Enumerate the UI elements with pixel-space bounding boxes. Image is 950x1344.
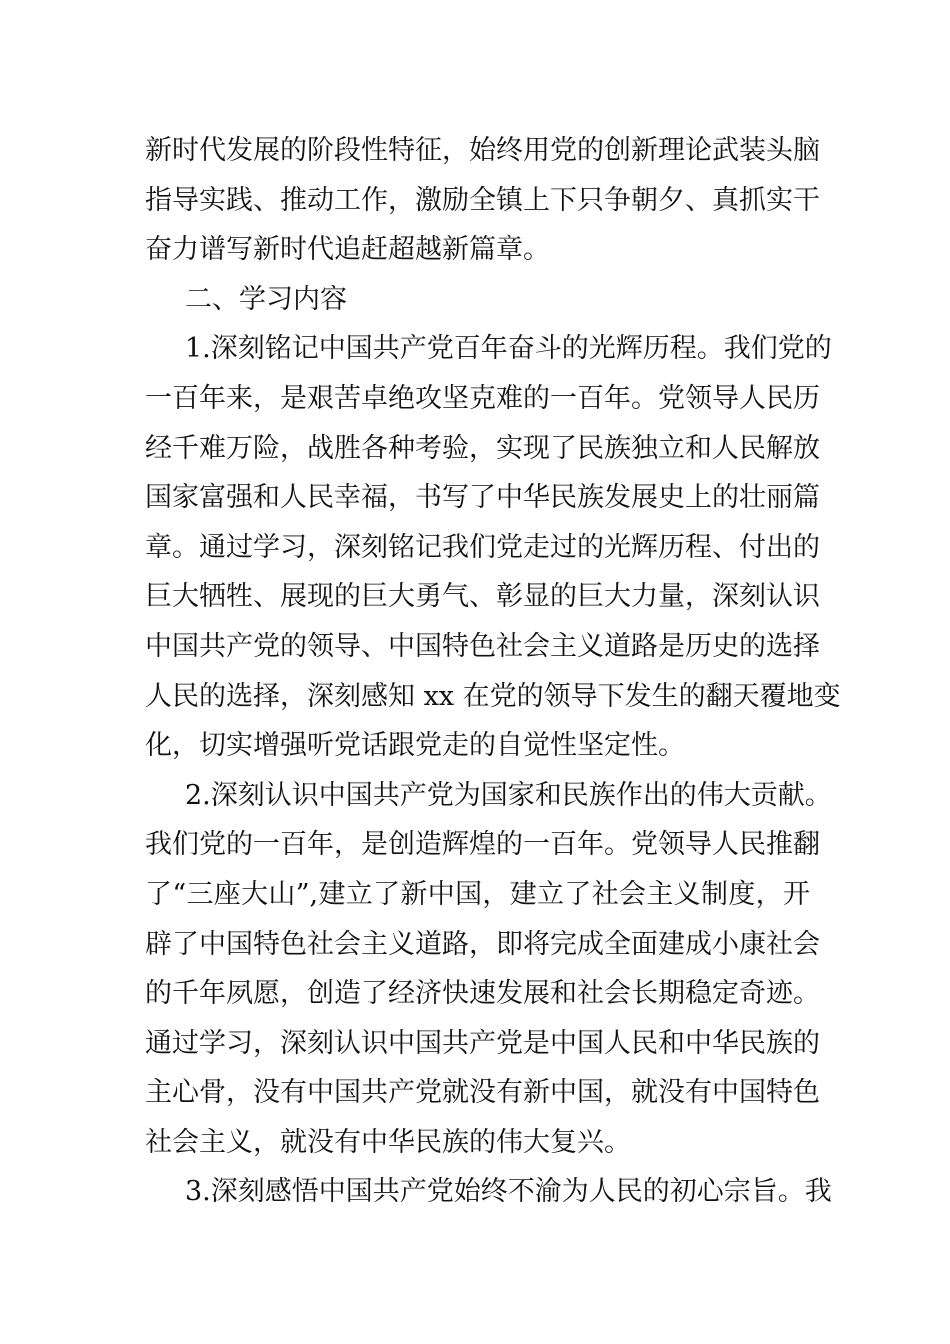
text-line: 主心骨，没有中国共产党就没有新中国，就没有中国特色 bbox=[145, 1077, 820, 1109]
document-body bbox=[145, 126, 841, 1217]
text-line: 社会主义，就没有中华民族的伟大复兴。 bbox=[145, 1126, 631, 1158]
text-line: 经千难万险，战胜各种考验，实现了民族独立和人民解放 bbox=[145, 432, 820, 464]
section-heading: 二、学习内容 bbox=[185, 283, 347, 315]
list-item-2 bbox=[145, 771, 832, 1168]
text-line: 一百年来，是艰苦卓绝攻坚克难的一百年。党领导人民历 bbox=[145, 382, 820, 414]
text-line: 通过学习，深刻认识中国共产党是中国人民和中华民族的 bbox=[145, 1027, 820, 1059]
text-line: 3.深刻感悟中国共产党始终不渝为人民的初心宗旨。我 bbox=[185, 1176, 832, 1208]
text-line: 我们党的一百年，是创造辉煌的一百年。党领导人民推翻 bbox=[145, 829, 820, 861]
text-line: 巨大牺牲、展现的巨大勇气、彰显的巨大力量，深刻认识 bbox=[145, 581, 820, 613]
text-line: 指导实践、推动工作，激励全镇上下只争朝夕、真抓实干 bbox=[145, 184, 820, 216]
text-line: 2.深刻认识中国共产党为国家和民族作出的伟大贡献。 bbox=[185, 779, 832, 811]
text-line: 奋力谱写新时代追赶超越新篇章。 bbox=[145, 234, 550, 266]
text-line: 1.深刻铭记中国共产党百年奋斗的光辉历程。我们党的 bbox=[185, 333, 832, 365]
text-line: 化，切实增强听党话跟党走的自觉性坚定性。 bbox=[145, 730, 685, 762]
text-line: 了“三座大山”,建立了新中国，建立了社会主义制度，开 bbox=[145, 878, 810, 910]
list-item-3 bbox=[145, 1167, 832, 1217]
list-item-1 bbox=[145, 324, 841, 770]
text-line: 中国共产党的领导、中国特色社会主义道路是历史的选择 bbox=[145, 630, 820, 662]
text-line: 国家富强和人民幸福，书写了中华民族发展史上的壮丽篇 bbox=[145, 482, 820, 514]
text-line: 人民的选择，深刻感知 xx 在党的领导下发生的翻天覆地变 bbox=[145, 680, 841, 712]
text-line: 新时代发展的阶段性特征，始终用党的创新理论武装头脑 bbox=[145, 135, 820, 166]
text-line: 的千年夙愿，创造了经济快速发展和社会长期稳定奇迹。 bbox=[145, 978, 820, 1010]
intro-paragraph bbox=[145, 126, 820, 275]
text-line: 辟了中国特色社会主义道路，即将完成全面建成小康社会 bbox=[145, 928, 820, 960]
text-line: 章。通过学习，深刻铭记我们党走过的光辉历程、付出的 bbox=[145, 531, 820, 563]
